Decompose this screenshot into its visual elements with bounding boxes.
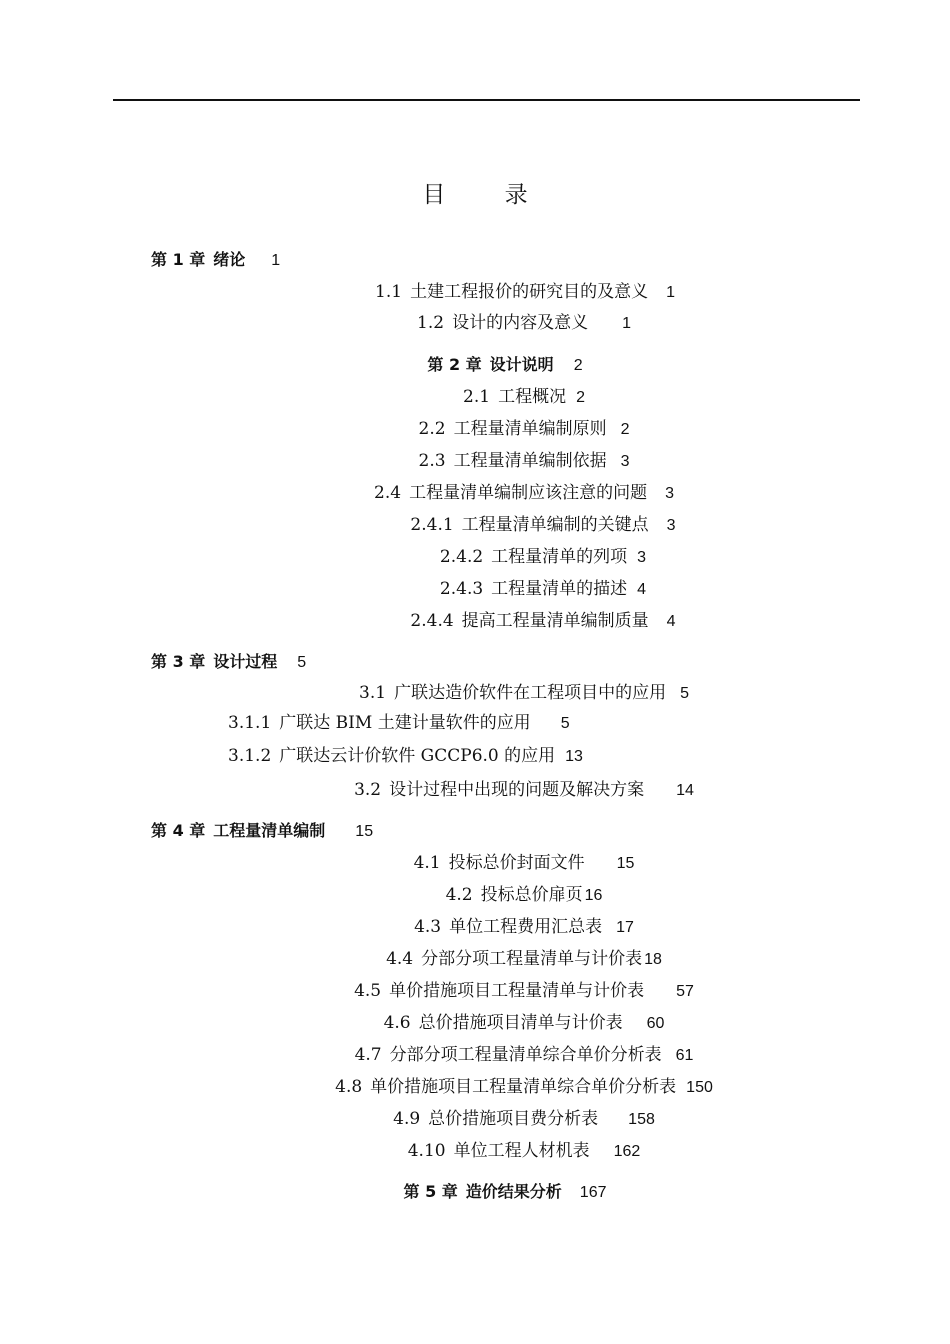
toc-entry[interactable] <box>228 746 583 767</box>
toc-entry[interactable] <box>375 282 675 303</box>
toc-entry-page: 5 <box>560 715 570 732</box>
toc-entry-number: 第 2 章 <box>427 355 482 374</box>
toc-entry[interactable] <box>386 949 662 970</box>
toc-entry-number: 2.1 <box>463 387 491 407</box>
toc-entry-title: 绪论 <box>213 250 246 269</box>
toc-entry-title: 设计的内容及意义 <box>452 313 589 333</box>
toc-entry-page: 150 <box>686 1079 713 1096</box>
toc-title: 目 录 <box>422 182 554 208</box>
toc-entry-title: 土建工程报价的研究目的及意义 <box>410 282 649 302</box>
toc-entry-title: 广联达 BIM 土建计量软件的应用 <box>279 713 531 733</box>
toc-entry-number: 第 1 章 <box>151 250 206 269</box>
toc-entry-title: 单位工程费用汇总表 <box>449 917 603 937</box>
toc-entry-number: 1.1 <box>375 282 403 302</box>
toc-entry-number: 4.9 <box>393 1109 421 1129</box>
toc-entry-page: 167 <box>579 1184 607 1201</box>
toc-entry[interactable] <box>404 1182 607 1203</box>
toc-entry-title: 广联达云计价软件 GCCP6.0 的应用 <box>279 746 556 766</box>
toc-entry-page: 14 <box>676 782 694 799</box>
toc-entry-number: 第 4 章 <box>151 821 206 840</box>
toc-entry[interactable] <box>419 451 630 472</box>
toc-entry-number: 3.1 <box>359 683 387 703</box>
toc-entry[interactable] <box>354 981 694 1002</box>
toc-entry[interactable] <box>151 652 306 673</box>
toc-entry-number: 3.2 <box>354 780 382 800</box>
toc-entry-number: 2.2 <box>418 419 446 439</box>
toc-entry-page: 4 <box>637 581 647 598</box>
toc-entry-page: 15 <box>616 855 635 872</box>
toc-entry[interactable] <box>414 853 635 874</box>
toc-entry[interactable] <box>410 611 675 632</box>
toc-entry-page: 2 <box>576 389 585 406</box>
toc-entry-title: 设计说明 <box>489 355 554 374</box>
toc-entry-page: 162 <box>613 1143 641 1160</box>
toc-entry-number: 4.6 <box>383 1013 411 1033</box>
toc-entry-title: 分部分项工程量清单与计价表 <box>421 949 643 969</box>
toc-entry-number: 3.1.1 <box>228 713 272 733</box>
toc-entry-title: 单价措施项目工程量清单综合单价分析表 <box>370 1077 677 1097</box>
toc-entry-title: 广联达造价软件在工程项目中的应用 <box>394 683 667 703</box>
toc-entry[interactable] <box>408 1141 641 1162</box>
toc-entry[interactable] <box>151 821 373 842</box>
toc-entry-title: 工程量清单的列项 <box>491 547 628 567</box>
toc-entry-number: 第 5 章 <box>403 1182 458 1201</box>
toc-entry-page: 1 <box>666 284 675 301</box>
header-rule <box>113 99 860 101</box>
toc-entry[interactable] <box>374 483 674 504</box>
toc-entry-title: 投标总价扉页 <box>480 885 583 905</box>
toc-entry[interactable] <box>354 780 694 801</box>
toc-entry-title: 造价结果分析 <box>465 1182 562 1201</box>
toc-entry[interactable] <box>151 250 280 271</box>
toc-entry-page: 60 <box>646 1015 665 1032</box>
toc-entry-number: 4.1 <box>413 853 441 873</box>
toc-entry-title: 工程量清单编制应该注意的问题 <box>409 483 648 503</box>
toc-entry-number: 4.3 <box>414 917 442 937</box>
toc-entry-page: 3 <box>620 453 630 470</box>
toc-entry-page: 1 <box>271 252 281 269</box>
toc-entry-page: 16 <box>584 887 603 904</box>
toc-entry-number: 2.4.4 <box>410 611 454 631</box>
toc-entry-number: 第 3 章 <box>151 652 206 671</box>
toc-entry-page: 15 <box>355 823 374 840</box>
toc-entry[interactable] <box>359 683 689 704</box>
toc-entry[interactable] <box>384 1013 665 1034</box>
toc-entry-page: 2 <box>573 357 583 374</box>
toc-entry-number: 4.10 <box>407 1141 446 1161</box>
toc-entry[interactable] <box>419 419 630 440</box>
toc-entry[interactable] <box>355 1045 694 1066</box>
toc-entry-page: 2 <box>620 421 630 438</box>
toc-entry-number: 4.5 <box>354 981 382 1001</box>
toc-entry-page: 3 <box>637 549 647 566</box>
toc-entry-number: 4.2 <box>445 885 473 905</box>
toc-entry[interactable] <box>446 885 603 906</box>
toc-entry-page: 5 <box>680 685 689 702</box>
toc-entry-page: 57 <box>676 983 694 1000</box>
toc-entry-number: 2.4 <box>374 483 402 503</box>
toc-entry-title: 设计过程中出现的问题及解决方案 <box>389 780 645 800</box>
toc-entry[interactable] <box>393 1109 655 1130</box>
toc-entry-number: 2.3 <box>418 451 446 471</box>
toc-entry-title: 投标总价封面文件 <box>448 853 585 873</box>
toc-entry[interactable] <box>410 515 675 536</box>
toc-entry[interactable] <box>440 579 646 600</box>
toc-entry[interactable] <box>414 917 634 938</box>
toc-entry-title: 单位工程人材机表 <box>453 1141 590 1161</box>
toc-entry-title: 工程量清单编制原则 <box>453 419 607 439</box>
toc-entry-page: 18 <box>644 951 662 968</box>
toc-entry[interactable] <box>228 713 570 734</box>
toc-entry-page: 158 <box>628 1111 655 1128</box>
toc-entry[interactable] <box>417 313 631 334</box>
toc-entry[interactable] <box>463 387 585 408</box>
toc-entry-number: 2.4.2 <box>439 547 484 567</box>
toc-entry-title: 总价措施项目清单与计价表 <box>418 1013 623 1033</box>
toc-entry-title: 单价措施项目工程量清单与计价表 <box>389 981 645 1001</box>
toc-entry-page: 13 <box>565 748 583 765</box>
toc-entry-page: 3 <box>665 485 674 502</box>
toc-entry-number: 2.4.3 <box>439 579 484 599</box>
toc-entry-number: 4.8 <box>335 1077 363 1097</box>
toc-entry-number: 4.4 <box>386 949 414 969</box>
toc-entry-title: 分部分项工程量清单综合单价分析表 <box>389 1045 662 1065</box>
toc-entry-page: 1 <box>622 315 631 332</box>
toc-entry-title: 提高工程量清单编制质量 <box>461 611 649 631</box>
toc-entry-title: 工程量清单编制依据 <box>453 451 607 471</box>
toc-entry-title: 总价措施项目费分析表 <box>428 1109 599 1129</box>
toc-entry-number: 1.2 <box>417 313 445 333</box>
toc-entry[interactable] <box>427 355 582 376</box>
toc-entry-page: 61 <box>675 1047 694 1064</box>
toc-entry-number: 2.4.1 <box>410 515 454 535</box>
toc-entry-title: 设计过程 <box>213 652 278 671</box>
toc-entry-number: 4.7 <box>354 1045 382 1065</box>
toc-entry-page: 4 <box>666 613 676 630</box>
toc-entry-number: 3.1.2 <box>228 746 272 766</box>
toc-entry-page: 5 <box>297 654 307 671</box>
toc-entry-title: 工程概况 <box>498 387 567 407</box>
toc-entry[interactable] <box>440 547 646 568</box>
toc-entry[interactable] <box>335 1077 713 1098</box>
toc-entry-title: 工程量清单的描述 <box>491 579 628 599</box>
toc-entry-page: 3 <box>666 517 676 534</box>
toc-entry-title: 工程量清单编制 <box>213 821 326 840</box>
toc-entry-title: 工程量清单编制的关键点 <box>461 515 649 535</box>
toc-entry-page: 17 <box>616 919 634 936</box>
